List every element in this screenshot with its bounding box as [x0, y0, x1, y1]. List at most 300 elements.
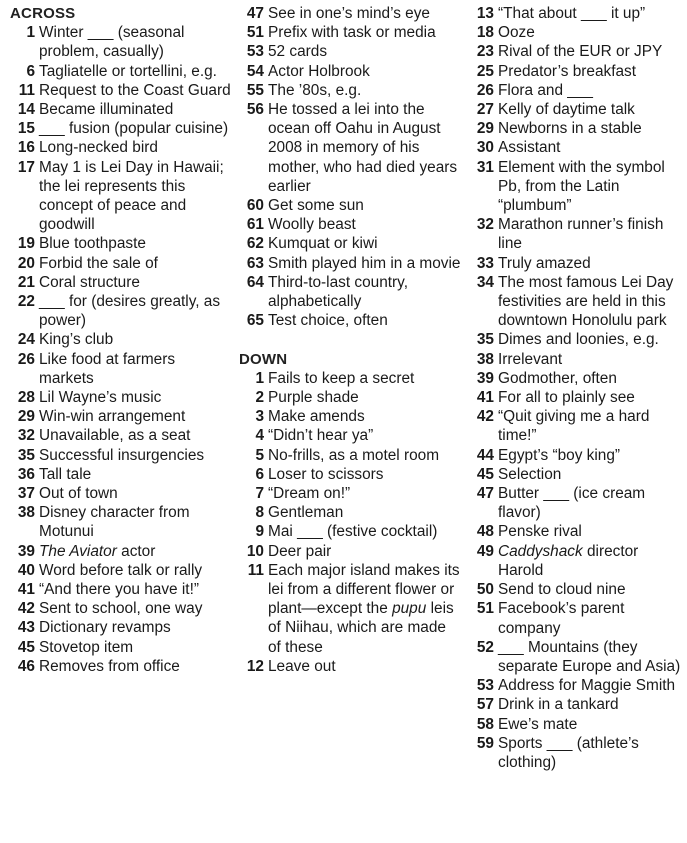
clue-text-part: ___ Mountains (they separate Europe and Asia) [498, 638, 681, 675]
down-clue [239, 426, 461, 445]
across-clue [10, 62, 232, 81]
clue-number: 52 [476, 638, 494, 656]
down-clue [469, 42, 685, 61]
clue-text-part: Removes from office [39, 657, 180, 675]
across-clue [10, 542, 232, 561]
across-clue [10, 350, 232, 388]
across-clue [239, 234, 461, 253]
across-clue [239, 4, 461, 23]
across-clue [10, 446, 232, 465]
clue-text-part: Lil Wayne’s music [39, 389, 162, 407]
clue-text-part: King’s club [39, 331, 114, 349]
across-clue-list [10, 23, 232, 676]
clue-number: 23 [476, 43, 494, 61]
clue-number: 51 [246, 24, 264, 42]
clue-text-part: The ’80s, e.g. [268, 81, 362, 99]
clue-text-part: No-frills, as a motel room [268, 446, 440, 464]
across-clue [10, 503, 232, 541]
clue-text [39, 389, 161, 406]
clue-text-part: The most famous Lei Day festivities are held in this downtown Honolulu park [498, 273, 674, 330]
clue-number: 57 [476, 696, 494, 714]
clue-text [498, 216, 663, 252]
clue-number: 44 [476, 446, 494, 464]
across-clue [239, 100, 461, 196]
clue-text [39, 293, 220, 329]
clue-text [498, 735, 639, 771]
clue-text-part: Sports ___ (athlete’s clothing) [498, 734, 639, 771]
clue-text-part: Get some sun [268, 197, 364, 215]
clue-number: 51 [476, 600, 494, 618]
clue-text [268, 274, 408, 310]
clue-text-part: Became illuminated [39, 101, 174, 118]
clue-number: 3 [255, 408, 264, 426]
clue-text [39, 427, 190, 444]
clue-text [39, 447, 204, 464]
clue-text-part: Word before talk or rally [39, 561, 203, 579]
clue-text [39, 139, 158, 156]
clue-text [268, 658, 336, 675]
across-clue [10, 119, 232, 138]
clue-text [268, 370, 414, 387]
clue-text-part: Penske rival [498, 523, 582, 541]
across-clue [10, 484, 232, 503]
clue-number: 28 [17, 389, 35, 407]
clue-text-part: Tall tale [39, 465, 92, 483]
clue-text [498, 447, 620, 464]
across-clue [239, 196, 461, 215]
clue-text-part: Ewe’s mate [498, 715, 578, 733]
clue-text [39, 235, 146, 252]
down-clue [469, 522, 685, 541]
clue-text-part: leis of Niihau, which are made of these [268, 600, 454, 656]
clue-text-part: Disney character from Motunui [39, 504, 190, 541]
clue-text [498, 63, 636, 80]
clue-text [39, 255, 158, 272]
clue-text [268, 197, 364, 214]
clue-number: 33 [476, 254, 494, 272]
down-clue [469, 158, 685, 216]
clue-text-part: Godmother, often [498, 369, 617, 387]
clue-text-part: Egypt’s “boy king” [498, 446, 621, 464]
clue-text-part: Successful insurgencies [39, 446, 205, 464]
clue-number: 29 [17, 408, 35, 426]
clue-text-part: Smith played him in a movie [268, 254, 461, 272]
down-clue [239, 522, 461, 541]
clue-text [39, 408, 185, 425]
clue-text [39, 485, 118, 502]
clue-number: 31 [476, 158, 494, 176]
clue-text [498, 82, 593, 99]
clue-text-part: For all to plainly see [498, 389, 635, 407]
clue-text [498, 389, 635, 406]
clue-text-part: Newborns in a stable [498, 120, 642, 138]
clue-text [498, 120, 642, 137]
down-clue [469, 388, 685, 407]
clue-text [268, 255, 460, 272]
clue-number: 37 [17, 485, 35, 503]
clue-number: 41 [476, 389, 494, 407]
across-clue [239, 62, 461, 81]
clue-text [268, 43, 327, 60]
clue-text [39, 274, 140, 291]
clue-number: 16 [17, 139, 35, 157]
clue-number: 62 [246, 235, 264, 253]
clue-number: 26 [476, 81, 494, 99]
clue-text-part: Sent to school, one way [39, 600, 203, 618]
clue-text-part: Unavailable, as a seat [39, 427, 191, 445]
right-column [469, 4, 685, 772]
clue-text-part: Win-win arrangement [39, 408, 186, 426]
down-clue [469, 119, 685, 138]
clue-text-part: Tagliatelle or tortellini, e.g. [39, 62, 217, 80]
across-clue [10, 618, 232, 637]
clue-text-part: Dimes and loonies, e.g. [498, 331, 659, 349]
down-clue [239, 465, 461, 484]
across-clue [10, 292, 232, 330]
clue-text-part: Loser to scissors [268, 465, 384, 483]
clue-text-part: Prefix with task or media [268, 24, 436, 42]
clue-text-part: Third-to-last country, alphabetically [268, 273, 408, 311]
clue-text [268, 504, 343, 521]
clue-text [498, 139, 560, 156]
clue-text-part: 52 cards [268, 43, 328, 61]
down-clue [469, 407, 685, 445]
clue-text [39, 24, 184, 60]
clue-text [498, 466, 561, 483]
across-clue [10, 465, 232, 484]
clue-text-part: He tossed a lei into the ocean off Oahu in August 2008 in memory of his mother, who had died years earlier [268, 101, 458, 195]
clue-text [39, 562, 202, 579]
clue-text [498, 43, 662, 60]
clue-number: 27 [476, 101, 494, 119]
across-clue [10, 234, 232, 253]
clue-text-part: Selection [498, 465, 562, 483]
clue-italic-title: The Aviator [39, 542, 117, 560]
across-clue [10, 254, 232, 273]
down-clue [469, 81, 685, 100]
clue-text-part: Blue toothpaste [39, 235, 146, 253]
clue-text-part: May 1 is Lei Day in Hawaii; the lei represents this concept of peace and goodwill [39, 158, 224, 234]
down-clue [469, 599, 685, 637]
clue-text-part: Drink in a tankard [498, 696, 619, 714]
clue-text [268, 235, 378, 252]
clue-number: 30 [476, 139, 494, 157]
clue-number: 15 [17, 120, 35, 138]
clue-number: 9 [255, 523, 264, 541]
clue-text-part: Facebook’s parent company [498, 600, 625, 637]
clue-number: 60 [246, 197, 264, 215]
across-clue [239, 254, 461, 273]
down-clue [239, 503, 461, 522]
clue-text [498, 5, 645, 22]
clue-text-part: Test choice, often [268, 312, 388, 330]
clue-text [268, 216, 356, 233]
clue-number: 29 [476, 120, 494, 138]
clue-text [39, 159, 224, 234]
down-clue [469, 676, 685, 695]
clue-number: 35 [476, 331, 494, 349]
clue-number: 17 [17, 158, 35, 176]
clue-number: 55 [246, 81, 264, 99]
clue-text-part: Woolly beast [268, 216, 356, 234]
clue-number: 47 [246, 5, 264, 22]
clue-italic-title: Caddyshack [498, 542, 583, 560]
down-clue [469, 369, 685, 388]
down-clue-list-continued [469, 4, 685, 772]
clue-number: 59 [476, 734, 494, 752]
down-clue [469, 350, 685, 369]
clue-number: 5 [255, 446, 264, 464]
clue-text-part: “Quit giving me a hard time!” [498, 408, 650, 445]
clue-text-part: Gentleman [268, 504, 344, 522]
clue-text [268, 523, 437, 540]
down-clue [239, 561, 461, 657]
across-clue [10, 426, 232, 445]
down-clue [469, 734, 685, 772]
across-clue [10, 100, 232, 119]
clue-italic-title: pupu [392, 600, 427, 618]
clue-text-part: Request to the Coast Guard [39, 81, 231, 99]
clue-number: 32 [17, 427, 35, 445]
clue-number: 11 [247, 561, 264, 579]
clue-text [39, 504, 190, 540]
clue-number: 42 [476, 408, 494, 426]
clue-text [498, 696, 619, 713]
across-heading: ACROSS [10, 5, 76, 22]
clue-number: 24 [17, 331, 35, 349]
clue-text [268, 562, 460, 656]
clue-text [498, 24, 535, 41]
clue-text [39, 543, 155, 560]
clue-text-part: Rival of the EUR or JPY [498, 43, 663, 61]
down-clue [469, 715, 685, 734]
down-clue [239, 484, 461, 503]
clue-text-part: Truly amazed [498, 254, 591, 272]
clue-text [268, 63, 370, 80]
clue-text-part: Kumquat or kiwi [268, 235, 378, 253]
clue-number: 45 [476, 465, 494, 483]
clue-text [39, 581, 199, 598]
clue-text-part: Purple shade [268, 389, 359, 407]
clue-number: 65 [246, 312, 264, 330]
clue-number: 39 [17, 542, 35, 560]
clue-text [39, 63, 217, 80]
clue-text-part: Like food at farmers markets [39, 350, 176, 387]
clue-text-part: Ooze [498, 24, 535, 42]
clue-text-part: Address for Maggie Smith [498, 677, 676, 695]
clue-text-part: Assistant [498, 139, 561, 157]
down-clue [469, 273, 685, 331]
clue-number: 21 [17, 273, 35, 291]
clue-text [498, 523, 582, 540]
clue-number: 13 [476, 5, 494, 22]
clue-number: 2 [255, 389, 264, 407]
clue-text-part: Element with the symbol Pb, from the Latin “plumbum” [498, 158, 665, 215]
clue-text [498, 543, 638, 579]
across-clue [10, 158, 232, 235]
clue-number: 63 [246, 254, 264, 272]
clue-text-part: Out of town [39, 485, 118, 503]
clue-text [268, 24, 436, 41]
clue-text-part: “Dream on!” [268, 485, 351, 503]
across-clue [10, 330, 232, 349]
clue-text [498, 274, 673, 329]
across-clue [10, 657, 232, 676]
clue-text-part: Butter ___ (ice cream flavor) [498, 485, 646, 522]
clue-text-part: Winter ___ (seasonal problem, casually) [39, 24, 185, 61]
clue-text [498, 101, 635, 118]
down-clue [239, 388, 461, 407]
down-clue [239, 446, 461, 465]
clue-text-part: actor [116, 542, 156, 560]
across-clue [239, 23, 461, 42]
clue-number: 38 [17, 504, 35, 522]
down-clue [469, 638, 685, 676]
down-clue [469, 695, 685, 714]
down-clue [469, 542, 685, 580]
clue-text-part: Kelly of daytime talk [498, 101, 635, 119]
clue-number: 47 [476, 485, 494, 503]
clue-text-part: Long-necked bird [39, 139, 158, 157]
clue-text-part: Fails to keep a secret [268, 369, 415, 387]
down-heading: DOWN [239, 350, 288, 368]
down-clue [239, 369, 461, 388]
down-clue [239, 657, 461, 676]
clue-text-part: “And there you have it!” [39, 581, 199, 599]
clue-number: 64 [246, 273, 264, 291]
clue-text [498, 331, 659, 348]
clue-text-part: Marathon runner’s finish line [498, 216, 664, 253]
clue-text-part: Leave out [268, 657, 336, 675]
clue-text [268, 485, 350, 502]
clue-text [268, 466, 383, 483]
clue-text [268, 101, 457, 195]
clue-text [39, 600, 202, 617]
clue-number: 8 [255, 504, 264, 522]
across-clue-list-continued [239, 4, 461, 330]
clue-text [39, 658, 180, 675]
clue-number: 41 [17, 581, 35, 599]
clue-number: 1 [26, 24, 35, 42]
across-clue [239, 81, 461, 100]
clue-number: 4 [255, 427, 264, 445]
clue-number: 34 [476, 273, 494, 291]
clue-text-part: Make amends [268, 408, 365, 426]
across-clue [239, 42, 461, 61]
clue-text [39, 120, 228, 137]
down-clue-list [239, 369, 461, 676]
clue-text-part: “Didn’t hear ya” [268, 427, 374, 445]
down-clue [469, 4, 685, 23]
section-spacer [239, 330, 461, 349]
clue-number: 35 [17, 446, 35, 464]
down-clue [469, 62, 685, 81]
clue-number: 18 [476, 24, 494, 42]
across-clue [10, 81, 232, 100]
clue-number: 38 [476, 350, 494, 368]
clue-text [498, 370, 617, 387]
clue-number: 11 [18, 81, 35, 99]
clue-number: 46 [17, 657, 35, 675]
across-column [10, 4, 232, 676]
clue-text [39, 101, 173, 118]
clue-number: 36 [17, 465, 35, 483]
down-clue [469, 465, 685, 484]
across-clue [239, 273, 461, 311]
clue-number: 1 [255, 369, 264, 387]
clue-text-part: director Harold [498, 542, 639, 579]
clue-text [498, 485, 645, 521]
clue-number: 20 [17, 254, 35, 272]
clue-text-part: ___ fusion (popular cuisine) [39, 120, 229, 138]
clue-number: 19 [17, 235, 35, 253]
clue-text [39, 639, 133, 656]
clue-text [39, 351, 175, 387]
clue-number: 49 [476, 542, 494, 560]
down-clue [239, 542, 461, 561]
clue-text [39, 331, 113, 348]
clue-text [498, 581, 626, 598]
across-clue [10, 561, 232, 580]
clue-text-part: Flora and ___ [498, 81, 593, 99]
clue-number: 50 [476, 581, 494, 599]
clue-text [498, 677, 675, 694]
clue-text-part: Deer pair [268, 542, 332, 560]
clue-number: 61 [246, 216, 264, 234]
clue-number: 22 [17, 293, 35, 311]
across-clue [10, 407, 232, 426]
down-clue [469, 330, 685, 349]
clue-number: 45 [17, 638, 35, 656]
clue-text-part: Mai ___ (festive cocktail) [268, 523, 438, 541]
across-clue [10, 388, 232, 407]
clue-text-part: Coral structure [39, 273, 140, 291]
clue-text [268, 408, 365, 425]
clue-text [498, 255, 591, 272]
clue-text-part: Each major island makes its lei from a different flower or plant—except the [268, 561, 460, 618]
clue-number: 53 [476, 677, 494, 695]
down-clue [239, 407, 461, 426]
clue-text-part: Forbid the sale of [39, 254, 158, 272]
clue-text [498, 159, 665, 214]
down-clue [469, 254, 685, 273]
clue-number: 10 [246, 542, 264, 560]
down-clue [469, 138, 685, 157]
clue-number: 48 [476, 523, 494, 541]
clue-text-part: Stovetop item [39, 638, 134, 656]
clue-number: 39 [476, 369, 494, 387]
clue-text-part: Predator’s breakfast [498, 62, 637, 80]
clue-number: 42 [17, 600, 35, 618]
clue-number: 53 [246, 43, 264, 61]
across-clue [10, 273, 232, 292]
clue-text-part: Actor Holbrook [268, 62, 370, 80]
clue-text [498, 639, 680, 675]
across-clue [10, 638, 232, 657]
clue-text [268, 427, 373, 444]
clue-text [498, 351, 562, 368]
clue-text [268, 447, 439, 464]
down-clue [469, 484, 685, 522]
down-clue [469, 580, 685, 599]
clue-text [268, 312, 388, 329]
clue-number: 25 [476, 62, 494, 80]
clue-text-part: ___ for (desires greatly, as power) [39, 293, 221, 330]
clue-text [39, 466, 91, 483]
across-clue [10, 580, 232, 599]
clue-number: 54 [246, 62, 264, 80]
clue-text [498, 600, 624, 636]
